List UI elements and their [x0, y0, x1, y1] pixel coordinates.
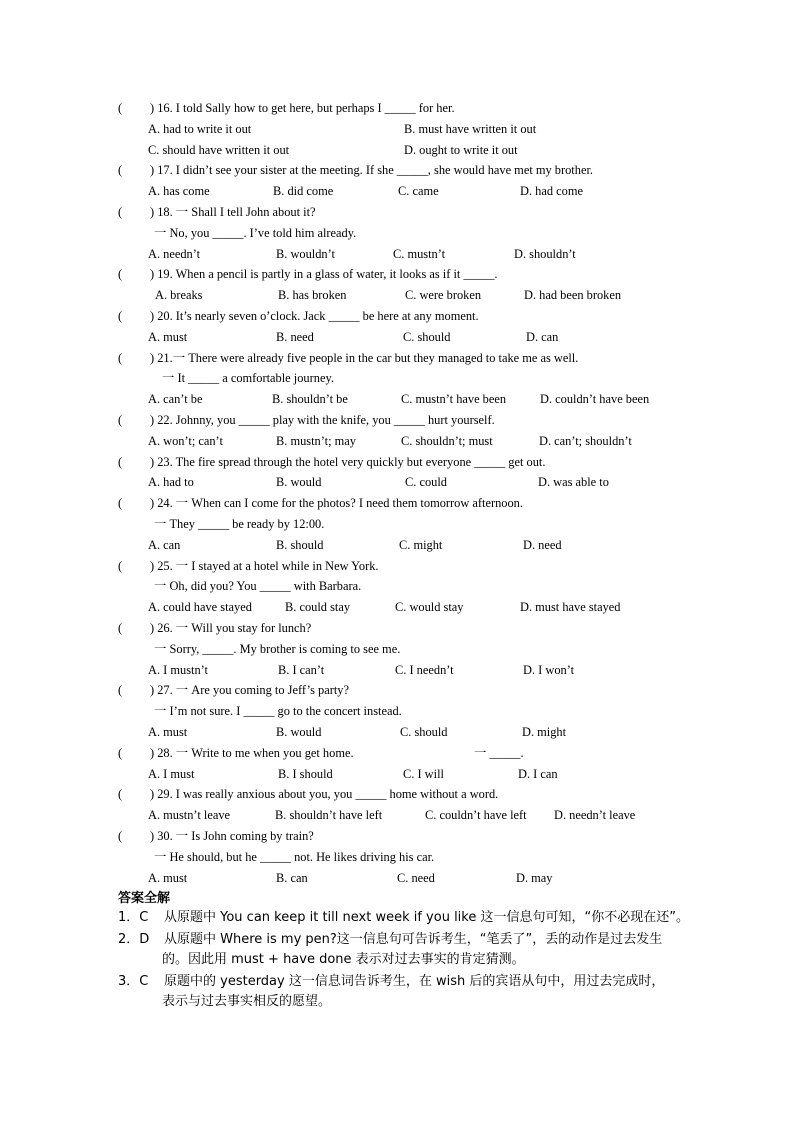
answer-blank: ( [118, 787, 123, 801]
option-a: A. I must [148, 767, 195, 781]
option-d: D. might [522, 725, 567, 739]
question-stem: ) 24. 一 When can I come for the photos? I need them tomorrow afternoon. [150, 496, 523, 510]
option-d: D. can [526, 330, 559, 344]
option-b: B. mustn’t; may [276, 434, 356, 448]
answers-heading: 答案全解 [118, 891, 171, 906]
option-d: D. I won’t [523, 663, 575, 677]
option-b: B. should [276, 538, 324, 552]
option-d: D. had come [520, 184, 583, 198]
option-b: B. I can’t [278, 663, 325, 677]
answer-blank: ( [118, 829, 123, 843]
option-a: A. had to [148, 475, 194, 489]
question-response: 一 No, you _____. I’ve told him already. [154, 226, 357, 240]
answer-number: 3．C [118, 974, 149, 989]
answer-blank: ( [118, 351, 123, 365]
answer-blank: ( [118, 205, 123, 219]
question-response: 一 It _____ a comfortable journey. [162, 371, 334, 385]
option-d: D. can’t; shouldn’t [539, 434, 632, 448]
question-response: 一 They _____ be ready by 12:00. [154, 517, 325, 531]
option-c: C. need [397, 871, 435, 885]
question-response: 一 Oh, did you? You _____ with Barbara. [154, 579, 362, 593]
option-a: A. has come [148, 184, 210, 198]
option-a: A. must [148, 871, 188, 885]
answer-blank: ( [118, 455, 123, 469]
answer-blank: ( [118, 496, 123, 510]
option-c: C. should [400, 725, 448, 739]
question-response: 一 _____. [474, 746, 524, 760]
option-d: D. may [516, 871, 553, 885]
answer-number: 2．D [118, 932, 150, 947]
option-c: C. should [403, 330, 451, 344]
option-a: A. can [148, 538, 181, 552]
answer-explanation-continued: 表示与过去事实相反的愿望。 [162, 994, 332, 1009]
question-response: 一 I’m not sure. I _____ go to the concert instead. [154, 704, 402, 718]
option-b: B. did come [273, 184, 334, 198]
option-b: B. would [276, 475, 322, 489]
option-a: A. must [148, 330, 188, 344]
option-c: C. shouldn’t; must [401, 434, 493, 448]
option-d: D. ought to write it out [404, 143, 518, 157]
question-stem: ) 19. When a pencil is partly in a glass of water, it looks as if it _____. [150, 267, 498, 281]
option-a: A. I mustn’t [148, 663, 209, 677]
answer-blank: ( [118, 309, 123, 323]
option-a: A. could have stayed [148, 600, 252, 614]
question-stem: ) 29. I was really anxious about you, you _____ home without a word. [150, 787, 499, 801]
question-stem: ) 30. 一 Is John coming by train? [150, 829, 314, 843]
option-d: D. need [523, 538, 562, 552]
option-c: C. should have written it out [148, 143, 290, 157]
option-c: C. might [399, 538, 443, 552]
answer-blank: ( [118, 413, 123, 427]
answer-blank: ( [118, 267, 123, 281]
answer-blank: ( [118, 621, 123, 635]
option-c: C. came [398, 184, 439, 198]
question-stem: ) 25. 一 I stayed at a hotel while in New York. [150, 559, 379, 573]
option-a: A. had to write it out [148, 122, 252, 136]
answer-explanation-continued: 的。因此用 must + have done 表示对过去事实的肯定猜测。 [162, 952, 525, 967]
question-stem: ) 16. I told Sally how to get here, but perhaps I _____ for her. [150, 101, 455, 115]
question-stem: ) 28. 一 Write to me when you get home. [150, 746, 354, 760]
option-c: C. could [405, 475, 447, 489]
answer-explanation: 原题中的 yesterday 这一信息词告诉考生，在 wish 后的宾语从句中，用过去完成时， [164, 974, 665, 989]
option-a: A. mustn’t leave [148, 808, 231, 822]
option-b: B. shouldn’t be [272, 392, 348, 406]
option-c: C. mustn’t [393, 247, 446, 261]
option-b: B. has broken [278, 288, 347, 302]
option-c: C. were broken [405, 288, 482, 302]
option-d: D. was able to [538, 475, 609, 489]
question-stem: ) 27. 一 Are you coming to Jeff’s party? [150, 683, 350, 697]
option-d: D. must have stayed [520, 600, 621, 614]
question-stem: ) 17. I didn’t see your sister at the meeting. If she _____, she would have met my brother. [150, 163, 593, 177]
option-a: A. breaks [155, 288, 203, 302]
option-b: B. shouldn’t have left [275, 808, 383, 822]
option-d: D. had been broken [524, 288, 622, 302]
option-a: A. must [148, 725, 188, 739]
option-c: C. I needn’t [395, 663, 454, 677]
option-c: C. mustn’t have been [401, 392, 507, 406]
question-stem: ) 21.一 There were already five people in the car but they managed to take me as well. [150, 351, 579, 365]
option-d: D. shouldn’t [514, 247, 576, 261]
option-b: B. need [276, 330, 314, 344]
option-a: A. can’t be [148, 392, 203, 406]
option-b: B. must have written it out [404, 122, 537, 136]
option-c: C. I will [403, 767, 444, 781]
option-d: D. I can [518, 767, 558, 781]
option-b: B. wouldn’t [276, 247, 335, 261]
option-d: D. couldn’t have been [540, 392, 650, 406]
option-d: D. needn’t leave [554, 808, 636, 822]
answer-blank: ( [118, 746, 123, 760]
question-stem: ) 20. It’s nearly seven o’clock. Jack _____ be here at any moment. [150, 309, 479, 323]
option-b: B. I should [278, 767, 333, 781]
question-stem: ) 22. Johnny, you _____ play with the knife, you _____ hurt yourself. [150, 413, 495, 427]
answer-blank: ( [118, 101, 123, 115]
option-b: B. can [276, 871, 308, 885]
question-response: 一 Sorry, _____. My brother is coming to see me. [154, 642, 401, 656]
question-response: 一 He should, but he _____ not. He likes driving his car. [154, 850, 435, 864]
option-b: B. could stay [285, 600, 351, 614]
answer-explanation: 从原题中 Where is my pen?这一信息句可告诉考生，“笔丢了”，丢的动作是过去发生 [164, 932, 663, 947]
option-a: A. won’t; can’t [148, 434, 223, 448]
answer-blank: ( [118, 559, 123, 573]
answer-number: 1．C [118, 910, 149, 925]
question-stem: ) 26. 一 Will you stay for lunch? [150, 621, 312, 635]
answer-blank: ( [118, 163, 123, 177]
option-c: C. couldn’t have left [425, 808, 527, 822]
option-b: B. would [276, 725, 322, 739]
question-stem: ) 23. The fire spread through the hotel very quickly but everyone _____ get out. [150, 455, 546, 469]
option-c: C. would stay [395, 600, 464, 614]
question-stem: ) 18. 一 Shall I tell John about it? [150, 205, 316, 219]
answer-explanation: 从原题中 You can keep it till next week if you like 这一信息句可知，“你不必现在还”。 [164, 910, 689, 925]
answer-blank: ( [118, 683, 123, 697]
option-a: A. needn’t [148, 247, 201, 261]
